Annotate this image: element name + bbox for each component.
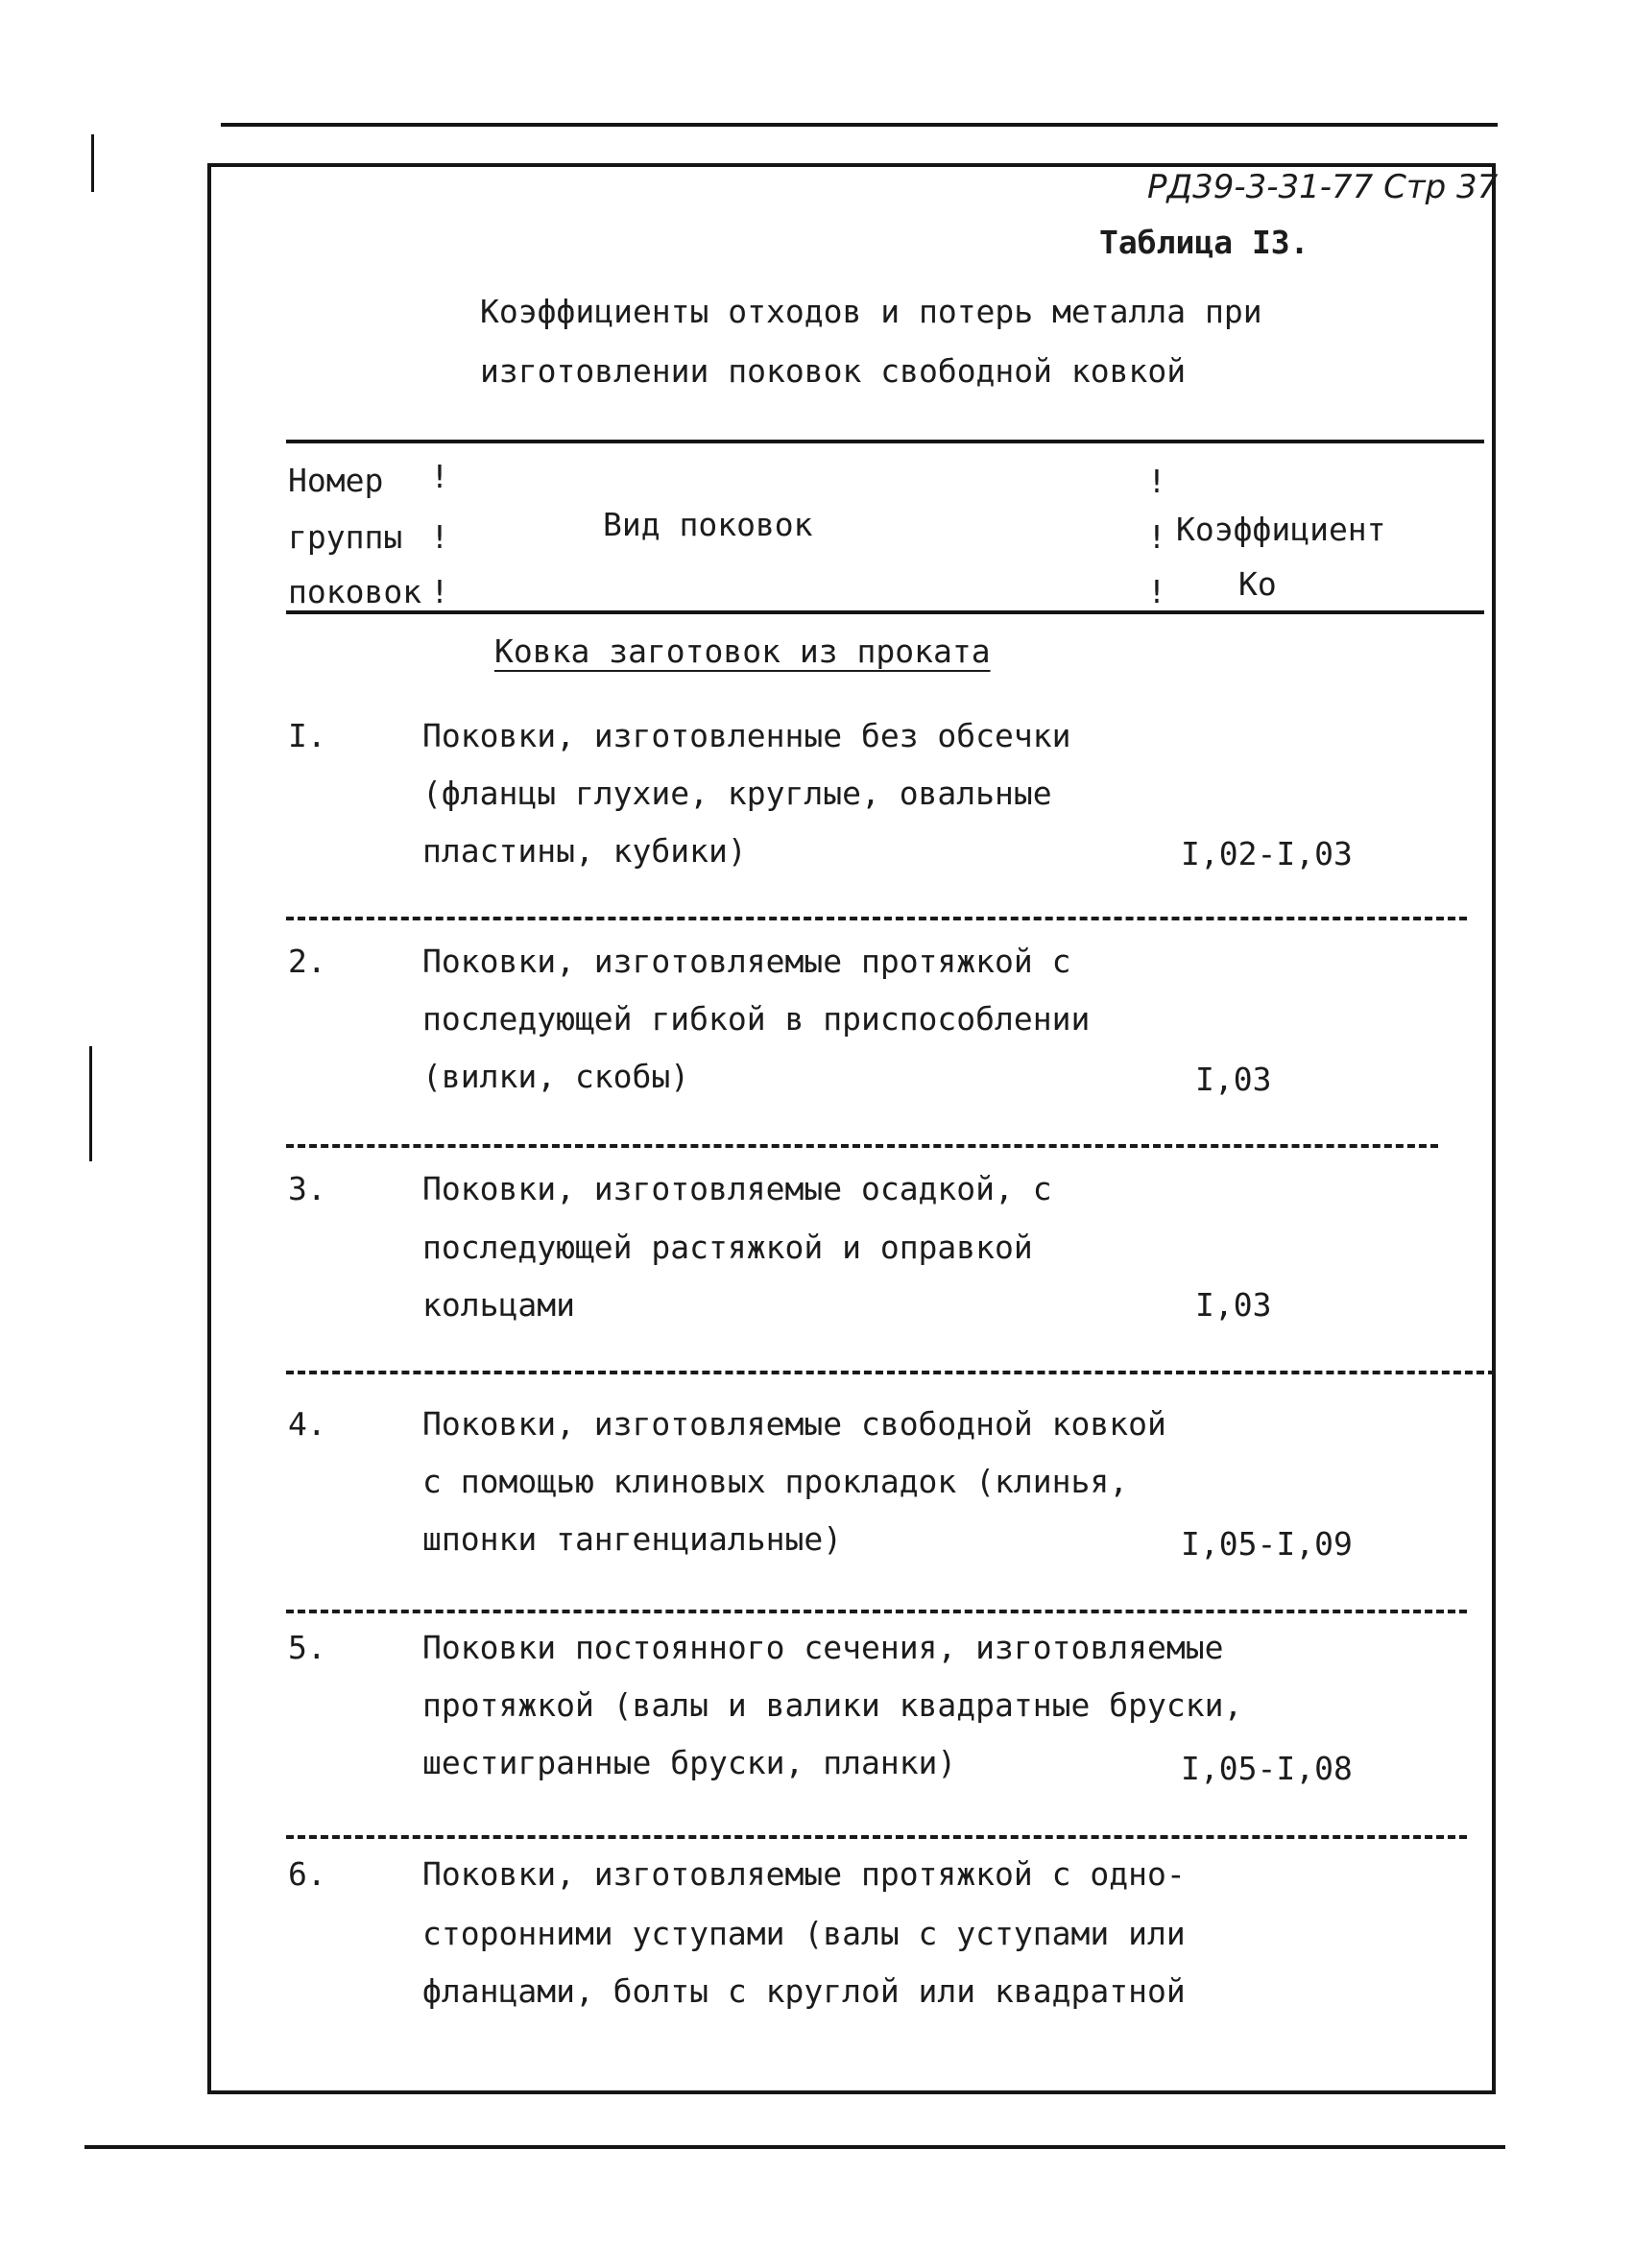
col-group-line-3: поковок	[288, 573, 422, 610]
col-separator: !	[430, 458, 449, 495]
col-separator: !	[1147, 463, 1166, 500]
top-rule	[221, 123, 1498, 127]
row-text: Поковки, изготовляемые осадкой, с	[422, 1170, 1052, 1207]
row-divider	[286, 1610, 1467, 1613]
row-divider	[286, 1835, 1467, 1839]
table-title-line-2: изготовлении поковок свободной ковкой	[480, 352, 1187, 390]
row-text: последующей растяжкой и оправкой	[422, 1229, 1033, 1266]
row-text: Поковки, изготовляемые протяжкой с одно-	[422, 1855, 1186, 1893]
frame-top	[207, 163, 1496, 167]
row-coefficient: I,03	[1195, 1061, 1272, 1098]
col-kind: Вид поковок	[603, 506, 813, 543]
frame-right	[1492, 163, 1496, 2094]
row-text: Поковки, изготовленные без обсечки	[422, 717, 1071, 754]
row-text: Поковки, изготовляемые свободной ковкой	[422, 1405, 1166, 1443]
row-divider	[286, 917, 1467, 920]
bottom-rule	[84, 2145, 1505, 2149]
row-number: 4.	[288, 1405, 326, 1443]
row-coefficient: I,03	[1195, 1286, 1272, 1324]
col-separator: !	[1147, 518, 1166, 556]
col-separator: !	[1147, 573, 1166, 610]
col-separator: !	[430, 518, 449, 556]
header-top-rule	[286, 440, 1484, 443]
row-number: 6.	[288, 1855, 326, 1893]
col-separator: !	[430, 573, 449, 610]
row-text: фланцами, болты с круглой или квадратной	[422, 1972, 1186, 2010]
header-bottom-rule	[286, 610, 1484, 614]
section-title: Ковка заготовок из проката	[494, 633, 991, 670]
row-number: 2.	[288, 943, 326, 980]
row-divider	[286, 1371, 1496, 1374]
table-label: Таблица I3.	[1099, 224, 1309, 261]
row-text: (вилки, скобы)	[422, 1058, 690, 1095]
row-text: кольцами	[422, 1286, 575, 1324]
row-text: пластины, кубики)	[422, 832, 747, 870]
frame-bottom	[207, 2090, 1496, 2094]
frame-left	[207, 163, 211, 2094]
left-margin-mark	[91, 134, 94, 192]
row-text: сторонними уступами (валы с уступами или	[422, 1915, 1186, 1952]
row-coefficient: I,05-I,09	[1181, 1525, 1353, 1563]
row-text: с помощью клиновых прокладок (клинья,	[422, 1463, 1129, 1500]
row-text: протяжкой (валы и валики квадратные бруски,	[422, 1686, 1243, 1724]
row-divider	[286, 1144, 1438, 1148]
left-margin-mark-2	[89, 1046, 92, 1161]
row-text: шестигранные бруски, планки)	[422, 1744, 957, 1781]
col-group-line-2: группы	[288, 518, 403, 556]
document-code: РД39-3-31-77 Стр 37	[1147, 168, 1499, 206]
col-coefficient-symbol: Ко	[1238, 565, 1277, 603]
row-text: последующей гибкой в приспособлении	[422, 1000, 1091, 1038]
row-number: I.	[288, 717, 326, 754]
col-coefficient: Коэффициент	[1176, 511, 1386, 548]
row-text: шпонки тангенциальные)	[422, 1520, 843, 1558]
row-text: Поковки, изготовляемые протяжкой с	[422, 943, 1071, 980]
row-coefficient: I,02-I,03	[1181, 835, 1353, 872]
row-number: 3.	[288, 1170, 326, 1207]
row-number: 5.	[288, 1629, 326, 1666]
row-coefficient: I,05-I,08	[1181, 1750, 1353, 1787]
col-group-line-1: Номер	[288, 462, 384, 499]
row-text: Поковки постоянного сечения, изготовляемые	[422, 1629, 1224, 1666]
row-text: (фланцы глухие, круглые, овальные	[422, 775, 1052, 812]
table-title-line-1: Коэффициенты отходов и потерь металла при	[480, 293, 1262, 330]
